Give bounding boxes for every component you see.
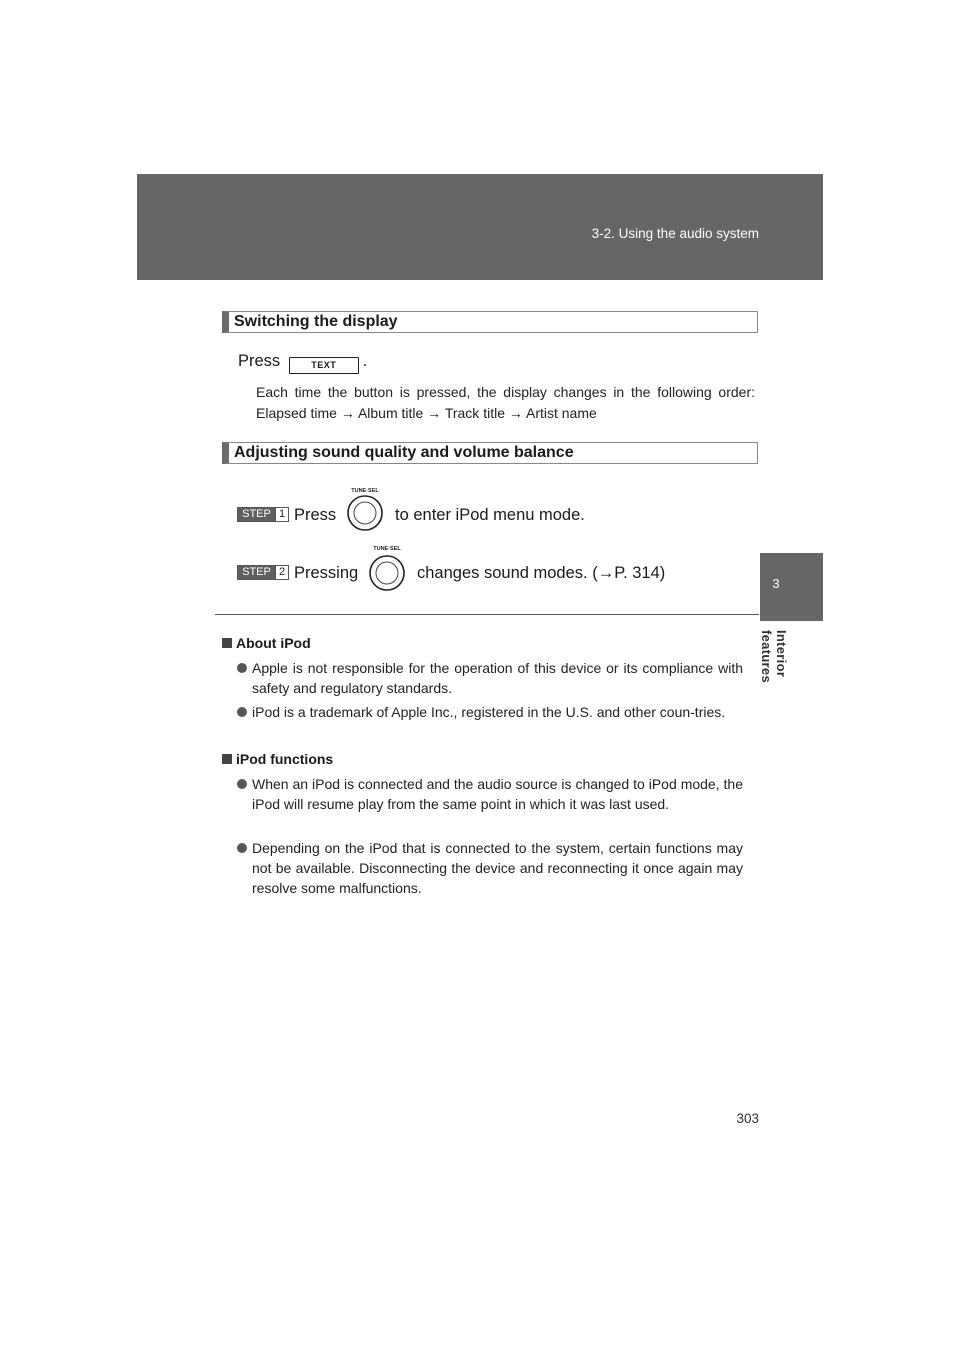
switching-description: Each time the button is pressed, the display changes in the following order: Elapsed time → Album title → Track title → Artist name: [256, 384, 755, 421]
step-1-after: to enter iPod menu mode.: [395, 506, 585, 524]
header-band: [137, 174, 823, 280]
tune-sel-knob-icon: [345, 485, 385, 533]
bullet-dot-icon: [237, 707, 247, 717]
section-title: 3-2. Using the audio system: [591, 226, 759, 241]
step-1-label: STEP: [238, 508, 275, 521]
page-number: 303: [736, 1111, 759, 1126]
chapter-tab: [760, 553, 823, 621]
note-heading-ipod-functions: [222, 751, 333, 767]
note-heading-text: About iPod: [236, 635, 311, 651]
adjusting-heading: Adjusting sound quality and volume balance: [222, 442, 758, 464]
tune-sel-knob-icon: [366, 543, 408, 593]
step-2-badge: [237, 565, 289, 580]
step-1-number: 1: [275, 508, 288, 521]
step-2-number: 2: [275, 566, 288, 579]
list-item: [237, 658, 743, 698]
note-heading-text: iPod functions: [236, 751, 334, 767]
step-2-after: changes sound modes. (→P. 314): [417, 564, 666, 582]
knob-label: TUNE·SEL: [373, 546, 401, 552]
bullet-dot-icon: [237, 779, 247, 789]
bullet-dot-icon: [237, 843, 247, 853]
press-end: .: [362, 352, 368, 370]
knob-label: TUNE·SEL: [351, 488, 379, 494]
list-item: [237, 838, 743, 898]
bullet-dot-icon: [237, 663, 247, 673]
text-button-icon: TEXT: [289, 357, 359, 374]
list-item-text: iPod is a trademark of Apple Inc., registered in the U.S. and other coun-tries.: [252, 704, 726, 720]
note-heading-about-ipod: [222, 635, 311, 651]
list-item-text: Apple is not responsible for the operation of this device or its compliance with safety and regulatory standards.: [252, 660, 743, 696]
switching-heading: Switching the display: [222, 311, 758, 333]
knob-inner-ring: [376, 562, 398, 584]
step-1-before: Press: [294, 506, 337, 524]
list-item: [237, 774, 743, 814]
step-2-before: Pressing: [294, 564, 359, 582]
chapter-number: 3: [772, 576, 780, 591]
square-marker-icon: [222, 754, 232, 764]
list-item-text: Depending on the iPod that is connected to the system, certain functions may not be available. Disconnecting the device and reconnecting it once again may resolve some malfunctions.: [252, 840, 743, 896]
chapter-label: Interior features: [759, 630, 789, 683]
knob-inner-ring: [354, 502, 376, 524]
step-1-badge: [237, 507, 289, 522]
section-divider: [215, 614, 759, 615]
square-marker-icon: [222, 638, 232, 648]
list-item: [237, 702, 743, 722]
step-2-label: STEP: [238, 566, 275, 579]
press-text-line: [238, 352, 367, 374]
press-word: Press: [238, 352, 281, 370]
list-item-text: When an iPod is connected and the audio source is changed to iPod mode, the iPod will resume play from the same point in which it was last used.: [252, 776, 743, 812]
